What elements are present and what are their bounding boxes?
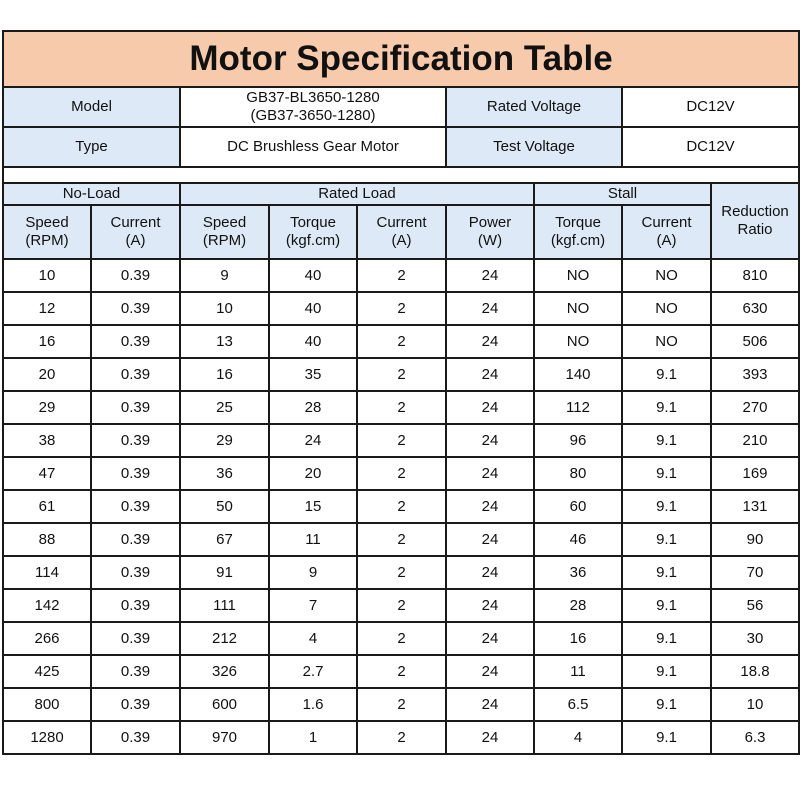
cell-rated-torque: 7 <box>269 589 357 622</box>
table-title: Motor Specification Table <box>3 31 799 87</box>
col-header-line1: Torque <box>555 214 601 231</box>
col-header-unit: (kgf.cm) <box>285 232 341 249</box>
cell-rated-speed: 10 <box>180 292 269 325</box>
col-header-rated-current <box>357 205 446 259</box>
cell-rated-speed: 13 <box>180 325 269 358</box>
col-header-unit: (A) <box>125 232 146 249</box>
cell-stall-current: 9.1 <box>622 622 711 655</box>
cell-no-load-speed: 142 <box>3 589 91 622</box>
cell-rated-current: 2 <box>357 655 446 688</box>
cell-stall-torque: NO <box>534 259 622 292</box>
cell-rated-current: 2 <box>357 292 446 325</box>
cell-no-load-current: 0.39 <box>91 556 180 589</box>
cell-reduction-ratio: 6.3 <box>711 721 799 754</box>
cell-stall-torque: 16 <box>534 622 622 655</box>
cell-no-load-speed: 266 <box>3 622 91 655</box>
type-value: DC Brushless Gear Motor <box>180 127 446 167</box>
cell-stall-current: 9.1 <box>622 391 711 424</box>
motor-spec-table <box>2 30 800 755</box>
cell-no-load-speed: 20 <box>3 358 91 391</box>
cell-rated-speed: 970 <box>180 721 269 754</box>
cell-rated-power: 24 <box>446 655 534 688</box>
cell-stall-current: 9.1 <box>622 721 711 754</box>
col-header-line1: Current <box>641 214 692 231</box>
col-header-rated-speed <box>180 205 269 259</box>
cell-no-load-current: 0.39 <box>91 688 180 721</box>
group-rated-load: Rated Load <box>180 183 534 205</box>
cell-no-load-speed: 47 <box>3 457 91 490</box>
cell-rated-torque: 24 <box>269 424 357 457</box>
cell-rated-power: 24 <box>446 721 534 754</box>
cell-rated-current: 2 <box>357 457 446 490</box>
cell-rated-current: 2 <box>357 490 446 523</box>
cell-rated-power: 24 <box>446 556 534 589</box>
cell-rated-speed: 91 <box>180 556 269 589</box>
col-header-line1: Current <box>376 214 427 231</box>
cell-no-load-speed: 61 <box>3 490 91 523</box>
table-row <box>3 457 799 490</box>
col-header-unit: (A) <box>656 232 677 249</box>
cell-rated-torque: 35 <box>269 358 357 391</box>
table-row <box>3 391 799 424</box>
col-header-unit: (A) <box>391 232 412 249</box>
cell-rated-speed: 25 <box>180 391 269 424</box>
spec-sheet <box>2 30 798 755</box>
cell-rated-speed: 600 <box>180 688 269 721</box>
cell-no-load-current: 0.39 <box>91 358 180 391</box>
cell-rated-power: 24 <box>446 292 534 325</box>
cell-reduction-ratio: 270 <box>711 391 799 424</box>
table-row <box>3 556 799 589</box>
cell-rated-current: 2 <box>357 391 446 424</box>
cell-stall-torque: 11 <box>534 655 622 688</box>
col-header-line1: Current <box>110 214 161 231</box>
reduction-ratio-header <box>711 183 799 259</box>
cell-rated-torque: 40 <box>269 325 357 358</box>
cell-stall-current: NO <box>622 292 711 325</box>
cell-rated-torque: 9 <box>269 556 357 589</box>
rated-voltage-value: DC12V <box>622 87 799 127</box>
col-header-line1: Torque <box>290 214 336 231</box>
cell-no-load-current: 0.39 <box>91 721 180 754</box>
cell-reduction-ratio: 18.8 <box>711 655 799 688</box>
cell-stall-current: 9.1 <box>622 523 711 556</box>
cell-stall-torque: NO <box>534 325 622 358</box>
cell-rated-speed: 16 <box>180 358 269 391</box>
cell-reduction-ratio: 393 <box>711 358 799 391</box>
cell-no-load-current: 0.39 <box>91 589 180 622</box>
table-row <box>3 688 799 721</box>
cell-rated-torque: 1.6 <box>269 688 357 721</box>
cell-reduction-ratio: 10 <box>711 688 799 721</box>
reduction-ratio-line1: Reduction <box>721 203 789 220</box>
cell-stall-torque: 46 <box>534 523 622 556</box>
cell-rated-speed: 212 <box>180 622 269 655</box>
cell-no-load-speed: 12 <box>3 292 91 325</box>
cell-rated-current: 2 <box>357 259 446 292</box>
cell-no-load-current: 0.39 <box>91 523 180 556</box>
cell-stall-torque: 60 <box>534 490 622 523</box>
table-row <box>3 325 799 358</box>
cell-rated-power: 24 <box>446 622 534 655</box>
cell-rated-power: 24 <box>446 259 534 292</box>
cell-stall-current: 9.1 <box>622 688 711 721</box>
table-row <box>3 424 799 457</box>
reduction-ratio-line2: Ratio <box>737 221 773 238</box>
cell-rated-torque: 2.7 <box>269 655 357 688</box>
col-header-line1: Speed <box>202 214 247 231</box>
cell-no-load-current: 0.39 <box>91 391 180 424</box>
cell-rated-current: 2 <box>357 523 446 556</box>
table-row <box>3 655 799 688</box>
cell-rated-power: 24 <box>446 391 534 424</box>
table-row <box>3 589 799 622</box>
cell-rated-torque: 40 <box>269 259 357 292</box>
col-header-rated-power <box>446 205 534 259</box>
cell-reduction-ratio: 810 <box>711 259 799 292</box>
group-stall: Stall <box>534 183 711 205</box>
cell-rated-current: 2 <box>357 424 446 457</box>
cell-rated-current: 2 <box>357 358 446 391</box>
model-value-alt: (GB37-3650-1280) <box>250 107 376 124</box>
table-row <box>3 721 799 754</box>
rated-voltage-label: Rated Voltage <box>446 87 622 127</box>
col-header-unit: (kgf.cm) <box>550 232 606 249</box>
table-row <box>3 358 799 391</box>
model-value-primary: GB37-BL3650-1280 <box>246 89 380 106</box>
cell-stall-current: 9.1 <box>622 358 711 391</box>
cell-rated-speed: 36 <box>180 457 269 490</box>
cell-rated-torque: 28 <box>269 391 357 424</box>
cell-rated-torque: 11 <box>269 523 357 556</box>
cell-reduction-ratio: 90 <box>711 523 799 556</box>
cell-rated-power: 24 <box>446 358 534 391</box>
cell-reduction-ratio: 630 <box>711 292 799 325</box>
cell-reduction-ratio: 210 <box>711 424 799 457</box>
cell-stall-torque: 96 <box>534 424 622 457</box>
cell-stall-current: 9.1 <box>622 655 711 688</box>
cell-stall-current: NO <box>622 325 711 358</box>
cell-no-load-speed: 114 <box>3 556 91 589</box>
cell-stall-torque: 28 <box>534 589 622 622</box>
cell-rated-power: 24 <box>446 688 534 721</box>
cell-rated-current: 2 <box>357 325 446 358</box>
cell-rated-speed: 9 <box>180 259 269 292</box>
cell-reduction-ratio: 131 <box>711 490 799 523</box>
test-voltage-value: DC12V <box>622 127 799 167</box>
cell-no-load-current: 0.39 <box>91 622 180 655</box>
cell-rated-speed: 326 <box>180 655 269 688</box>
cell-stall-torque: 6.5 <box>534 688 622 721</box>
cell-rated-power: 24 <box>446 424 534 457</box>
cell-reduction-ratio: 56 <box>711 589 799 622</box>
col-header-stall-current <box>622 205 711 259</box>
cell-stall-torque: 36 <box>534 556 622 589</box>
cell-rated-torque: 40 <box>269 292 357 325</box>
col-header-line1: Power <box>468 214 512 231</box>
cell-stall-torque: 80 <box>534 457 622 490</box>
cell-rated-speed: 50 <box>180 490 269 523</box>
cell-rated-speed: 111 <box>180 589 269 622</box>
cell-no-load-current: 0.39 <box>91 292 180 325</box>
cell-stall-torque: 140 <box>534 358 622 391</box>
cell-no-load-current: 0.39 <box>91 424 180 457</box>
cell-stall-torque: 112 <box>534 391 622 424</box>
col-header-stall-torque <box>534 205 622 259</box>
cell-rated-power: 24 <box>446 523 534 556</box>
cell-stall-current: NO <box>622 259 711 292</box>
cell-rated-speed: 29 <box>180 424 269 457</box>
cell-rated-torque: 20 <box>269 457 357 490</box>
col-header-unit: (W) <box>477 232 503 249</box>
table-row <box>3 523 799 556</box>
cell-no-load-speed: 425 <box>3 655 91 688</box>
cell-stall-torque: NO <box>534 292 622 325</box>
cell-stall-current: 9.1 <box>622 490 711 523</box>
cell-no-load-current: 0.39 <box>91 490 180 523</box>
table-row <box>3 622 799 655</box>
col-header-rated-torque <box>269 205 357 259</box>
cell-rated-power: 24 <box>446 490 534 523</box>
cell-rated-current: 2 <box>357 688 446 721</box>
cell-no-load-current: 0.39 <box>91 259 180 292</box>
cell-rated-power: 24 <box>446 325 534 358</box>
cell-rated-current: 2 <box>357 622 446 655</box>
type-label: Type <box>3 127 180 167</box>
cell-stall-current: 9.1 <box>622 556 711 589</box>
cell-rated-speed: 67 <box>180 523 269 556</box>
cell-no-load-speed: 800 <box>3 688 91 721</box>
cell-rated-current: 2 <box>357 589 446 622</box>
col-header-line1: Speed <box>25 214 69 231</box>
col-header-no-load-speed <box>3 205 91 259</box>
col-header-unit: (RPM) <box>202 232 247 249</box>
group-no-load: No-Load <box>3 183 180 205</box>
cell-no-load-speed: 88 <box>3 523 91 556</box>
cell-rated-power: 24 <box>446 589 534 622</box>
spacer-row <box>3 167 799 183</box>
table-row <box>3 259 799 292</box>
cell-reduction-ratio: 506 <box>711 325 799 358</box>
cell-rated-torque: 1 <box>269 721 357 754</box>
cell-stall-torque: 4 <box>534 721 622 754</box>
col-header-no-load-current <box>91 205 180 259</box>
cell-no-load-speed: 10 <box>3 259 91 292</box>
cell-rated-current: 2 <box>357 556 446 589</box>
cell-no-load-speed: 38 <box>3 424 91 457</box>
cell-reduction-ratio: 70 <box>711 556 799 589</box>
cell-no-load-current: 0.39 <box>91 325 180 358</box>
cell-rated-torque: 4 <box>269 622 357 655</box>
test-voltage-label: Test Voltage <box>446 127 622 167</box>
cell-no-load-speed: 16 <box>3 325 91 358</box>
table-row <box>3 292 799 325</box>
cell-stall-current: 9.1 <box>622 589 711 622</box>
cell-stall-current: 9.1 <box>622 457 711 490</box>
cell-reduction-ratio: 30 <box>711 622 799 655</box>
cell-rated-power: 24 <box>446 457 534 490</box>
col-header-unit: (RPM) <box>25 232 69 249</box>
cell-no-load-current: 0.39 <box>91 457 180 490</box>
cell-reduction-ratio: 169 <box>711 457 799 490</box>
cell-no-load-speed: 29 <box>3 391 91 424</box>
model-value <box>180 87 446 127</box>
cell-rated-current: 2 <box>357 721 446 754</box>
cell-no-load-speed: 1280 <box>3 721 91 754</box>
cell-rated-torque: 15 <box>269 490 357 523</box>
model-label: Model <box>3 87 180 127</box>
table-row <box>3 490 799 523</box>
cell-stall-current: 9.1 <box>622 424 711 457</box>
cell-no-load-current: 0.39 <box>91 655 180 688</box>
